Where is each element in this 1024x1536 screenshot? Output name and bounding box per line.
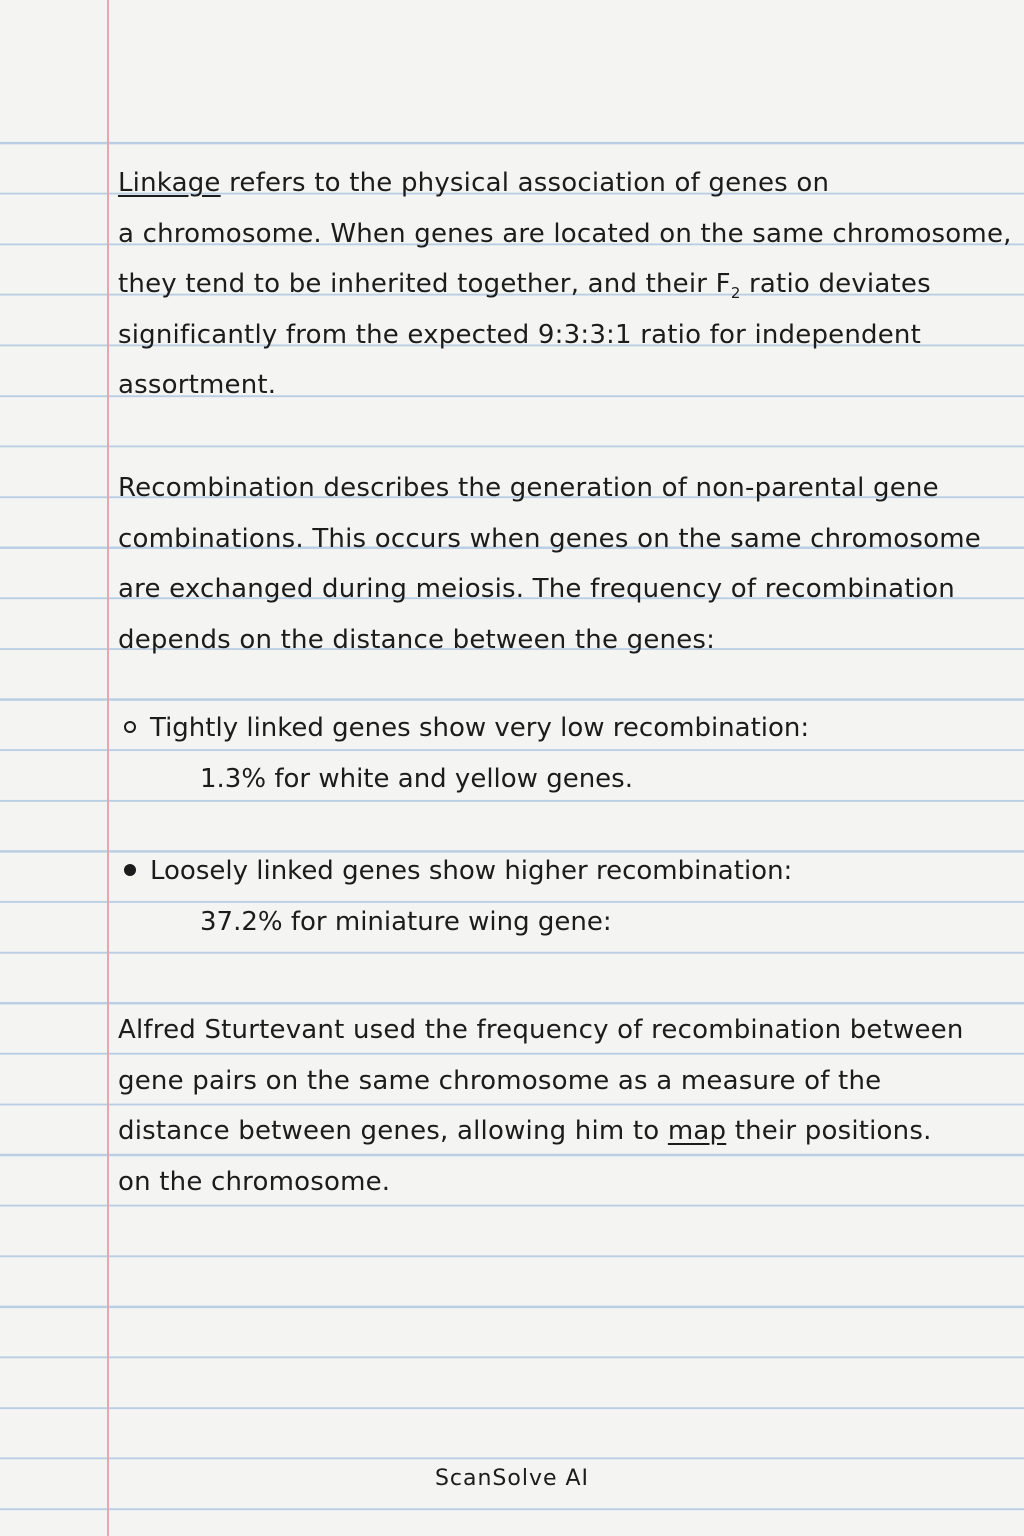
text-line: depends on the distance between the genes: (118, 624, 716, 655)
footer-brand: ScanSolve AI (434, 1466, 590, 1491)
term-linkage: Linkage (118, 168, 221, 198)
text-line: combinations. This occurs when genes on the same chromosome (118, 523, 981, 554)
text-line: they tend to be inherited together, and their $F_2$ ratio deviates (118, 269, 931, 303)
text-line: Recombination describes the generation of non-parental gene (118, 473, 939, 503)
text-line: assortment. (118, 370, 277, 401)
bullet-tightly-linked: Tightly linked genes show very low recombination: 1.3% for white and yellow genes. (118, 703, 998, 804)
bullet-icon (124, 721, 136, 733)
recombination-paragraph (118, 463, 998, 665)
text-line: Alfred Sturtevant used the frequency of recombination between (118, 1015, 964, 1045)
text-line: distance between genes, allowing him to map their positions. (118, 1116, 932, 1147)
text-line: on the chromosome. (118, 1166, 391, 1197)
text-line: a chromosome. When genes are located on the same chromosome, (118, 218, 1012, 249)
text-line: gene pairs on the same chromosome as a measure of the (118, 1065, 882, 1096)
margin-line (107, 0, 109, 1536)
bullet-loosely-linked: Loosely linked genes show higher recombination: 37.2% for miniature wing gene: (118, 846, 998, 947)
text-line: significantly from the expected 9:3:3:1 ratio for independent (118, 319, 922, 350)
text-line: Linkage refers to the physical association of genes on (118, 168, 830, 198)
bullet-icon (124, 864, 136, 876)
linkage-paragraph (118, 158, 1012, 411)
term-map: map (667, 1116, 727, 1147)
sturtevant-paragraph (118, 1005, 998, 1207)
text-line: are exchanged during meiosis. The frequency of recombination (118, 574, 955, 605)
